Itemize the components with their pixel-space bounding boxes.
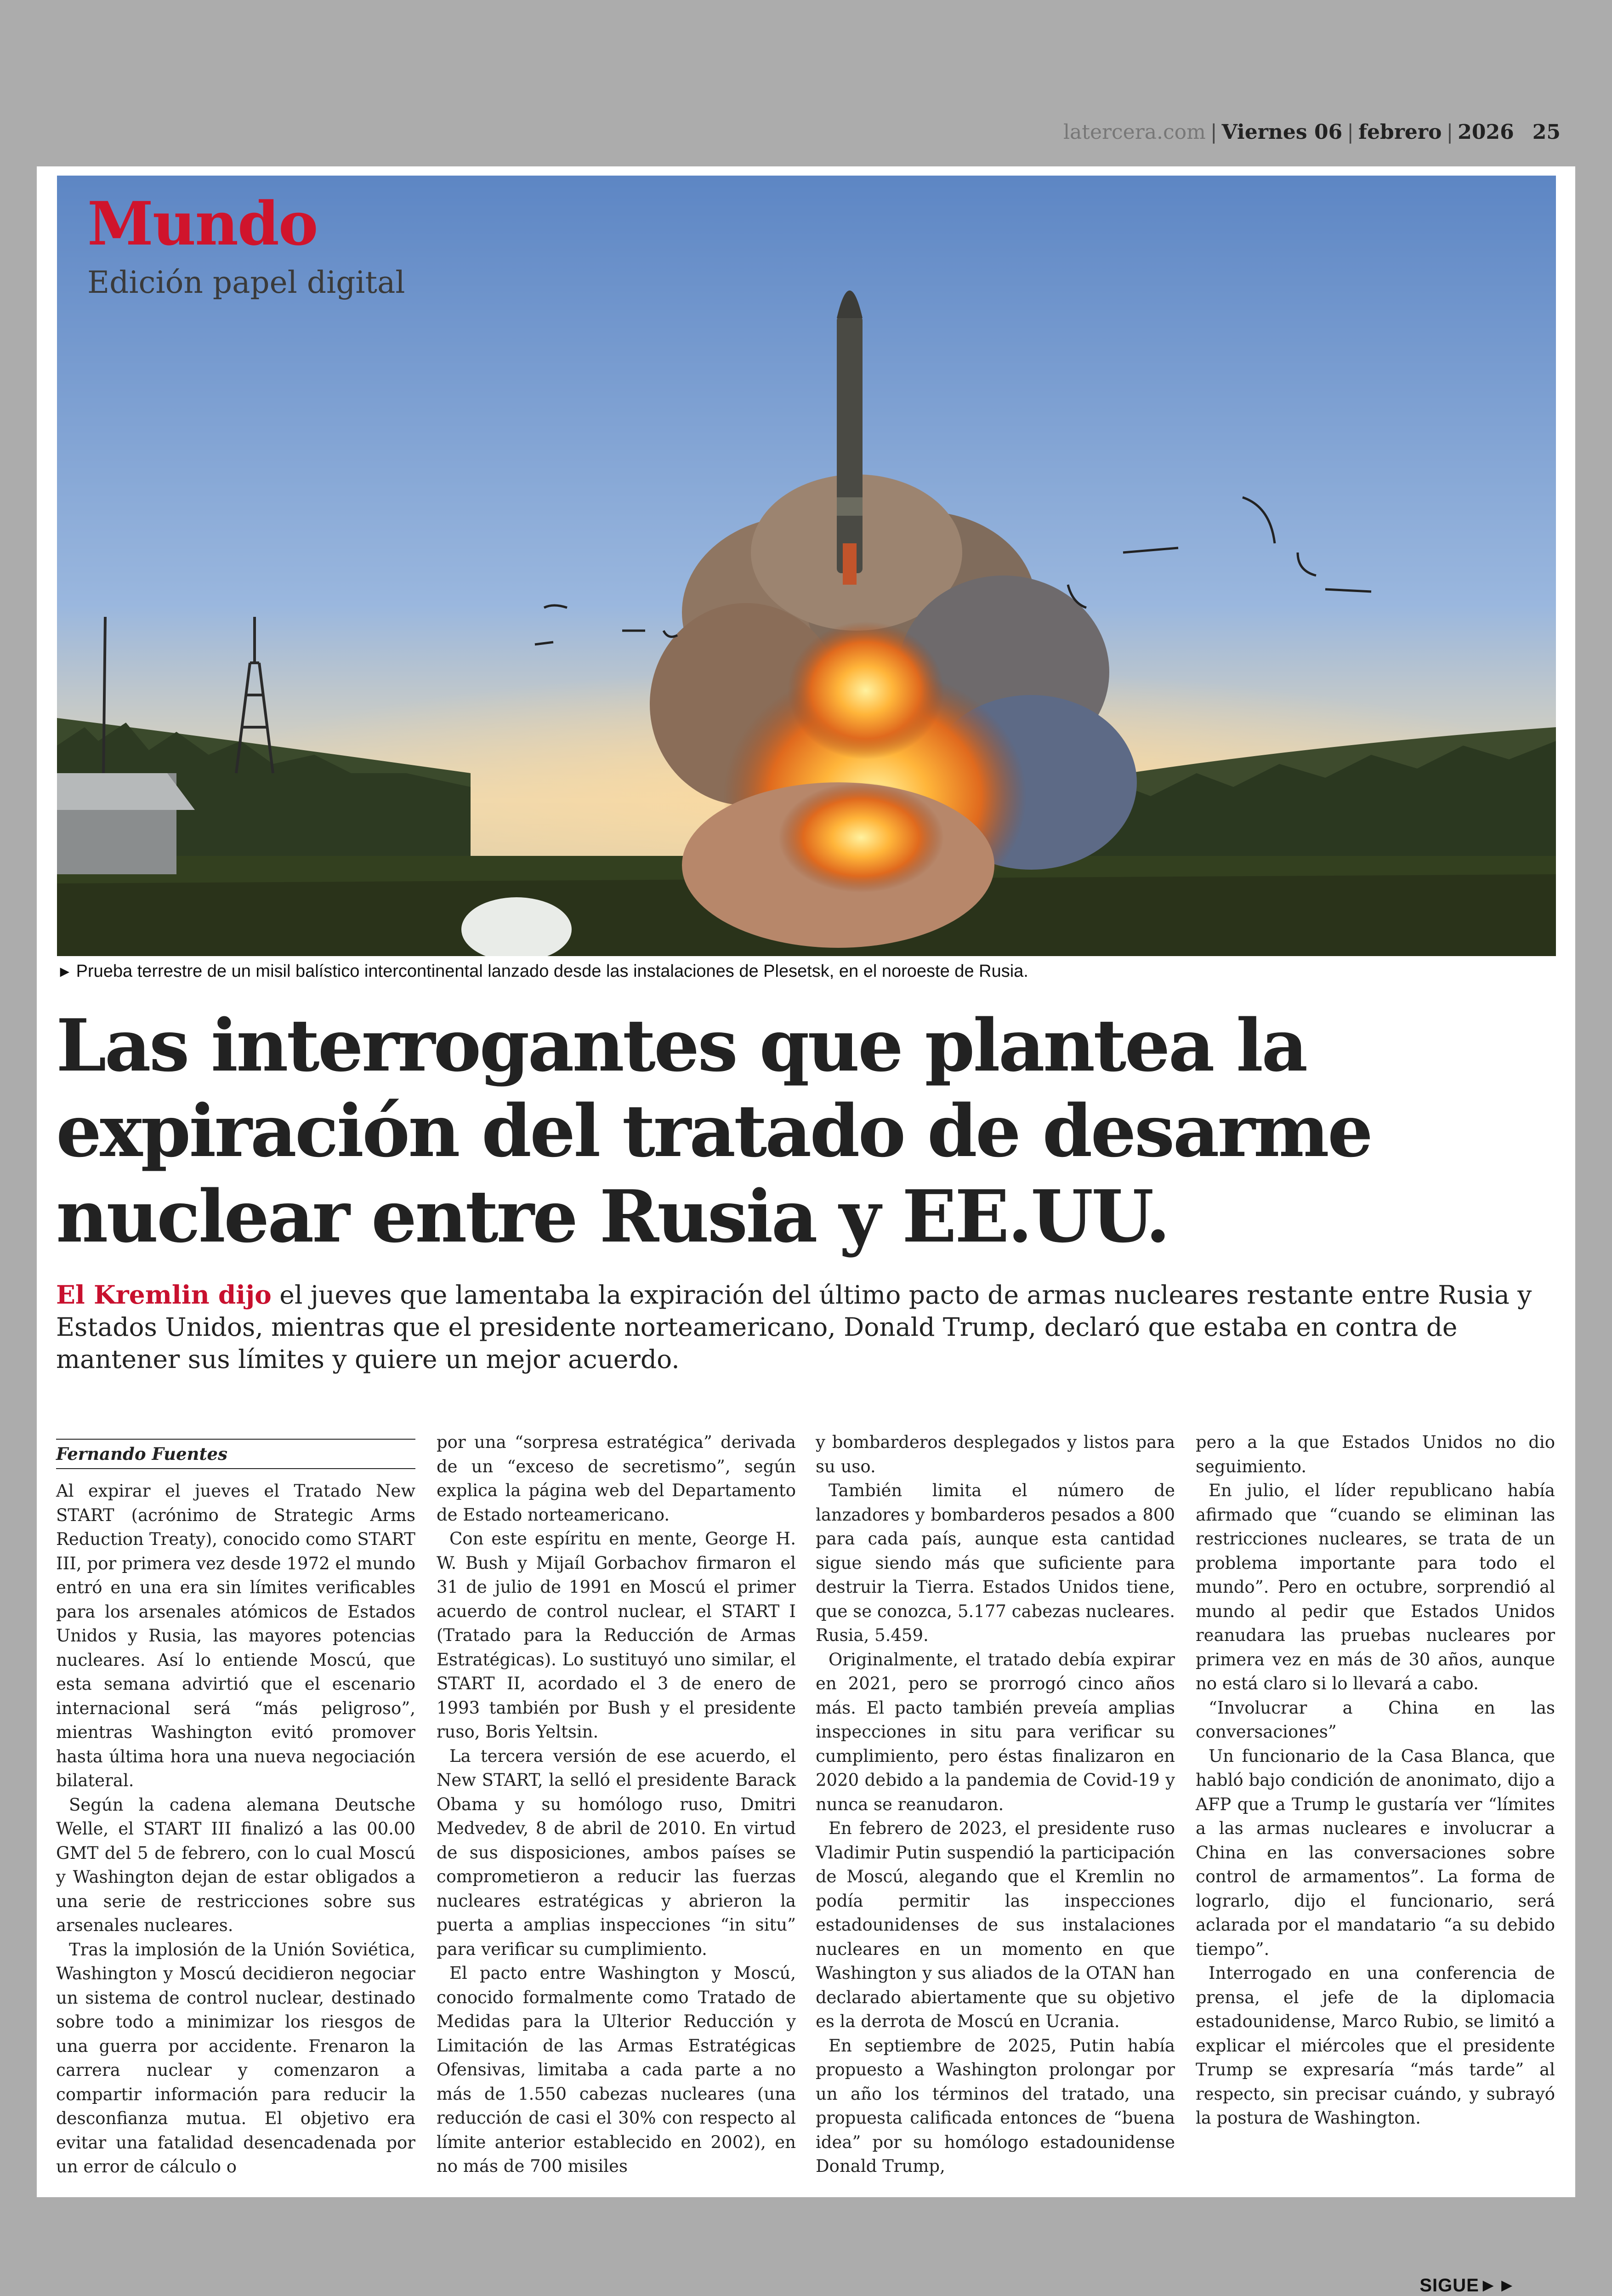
subheading: “Involucrar a China en las conversaciones” — [1196, 1698, 1555, 1742]
body-paragraph: En septiembre de 2025, Putin había propuesto a Washington prolongar por un año los términos del tratado, una propuesta calificada entonces de “buena idea” por su homólogo estadounidense Donald Trump, — [816, 2035, 1175, 2176]
body-paragraph: Según la cadena alemana Deutsche Welle, el START III finalizó a las 00.00 GMT del 5 de febrero, con lo cual Moscú y Washington dejan de estar obligados a una serie de restricciones sobre sus arsenales nucleares. — [56, 1795, 415, 1935]
page-number: 25 — [1532, 120, 1561, 144]
body-paragraph: Un funcionario de la Casa Blanca, que habló bajo condición de anonimato, dijo a AFP que a Trump le gustaría ver “límites a las armas nucleares e involucrar a China en las conversaciones sobre control de armamentos”. La forma de lograrlo, dijo el funcionario, será aclarada por el mandatario “a su debido tiempo”. — [1196, 1746, 1555, 1959]
text-column-3 — [816, 1430, 1175, 2179]
body-paragraph: Originalmente, el tratado debía expirar en 2021, pero se prorrogó cinco años más. El pacto también preveía amplias inspecciones in situ para verificar su cumplimiento, pero éstas finalizaron en 2020 debido a la pandemia de Covid-19 y nunca se reanudaron. — [816, 1649, 1175, 1814]
section-subtitle: Edición papel digital — [87, 265, 405, 300]
text-column-1 — [56, 1439, 415, 2179]
lead-text: el jueves que lamentaba la expiración del último pacto de armas nucleares restante entre Rusia y Estados Unidos, mientras que el presidente norteamericano, Donald Trump, declaró que estaba en contra de mantener sus límites y quiere un mejor acuerdo. — [56, 1280, 1532, 1374]
page-frame-top — [0, 0, 1612, 165]
body-paragraph: La tercera versión de ese acuerdo, el New START, la selló el presidente Barack Obama y su homólogo ruso, Dmitri Medvedev, 8 de abril de 2010. En virtud de sus disposiciones, ambos países se comprometieron a reducir las fuerzas nucleares estratégicas y abrieron la puerta a amplias inspecciones “in situ” para verificar su cumplimiento. — [437, 1746, 796, 1959]
body-paragraph: En febrero de 2023, el presidente ruso Vladimir Putin suspendió la participación de Moscú, alegando que el Kremlin no podía permitir las inspecciones estadounidenses de sus instalaciones nucleares en un momento en que Washington y sus aliados de la OTAN han declarado abiertamente que su objetivo es la derrota de Moscú en Ucrania. — [816, 1818, 1175, 2031]
lead-photo — [57, 176, 1556, 956]
text-column-2 — [437, 1430, 796, 2179]
body-paragraph: También limita el número de lanzadores y bombarderos pesados a 800 para cada país, aunque esta cantidad sigue siendo más que suficiente para destruir la Tierra. Estados Unidos tiene, que se conozca, 5.177 cabezas nucleares. Rusia, 5.459. — [816, 1481, 1175, 1645]
body-paragraph: y bombarderos desplegados y listos para su uso. — [816, 1432, 1175, 1476]
body-paragraph: pero a la que Estados Unidos no dio seguimiento. — [1196, 1432, 1555, 1476]
body-paragraph: Al expirar el jueves el Tratado New START (acrónimo de Strategic Arms Reduction Treaty), conocido como START III, por primera vez desde 1972 el mundo entró en una era sin límites verificables para los arsenales atómicos de Estados Unidos y Rusia, las mayores potencias nucleares. Así lo entiende Moscú, que esta semana advirtió que el escenario internacional será “más peligroso”, mientras Washington evitó promover hasta última hora una nueva negociación bilateral. — [56, 1481, 415, 1790]
continue-label: SIGUE — [1419, 2275, 1479, 2296]
caption-marker-icon: ► — [57, 963, 73, 980]
newspaper-page — [37, 166, 1575, 2296]
date-month: febrero — [1358, 120, 1442, 144]
body-paragraph: Tras la implosión de la Unión Soviética, Washington y Moscú decidieron negociar un sistema de control nuclear, destinado sobre todo a minimizar los riesgos de una guerra por accidente. Frenaron la carrera nuclear y comenzaron a compartir información para reducir la desconfianza mutua. El objetivo era evitar una fatalidad desencadenada por un error de cálculo o — [56, 1939, 415, 2176]
lead-paragraph — [56, 1279, 1545, 1375]
photo-caption — [57, 962, 1556, 981]
lead-kicker: El Kremlin dijo — [56, 1280, 272, 1310]
headline-line: nuclear entre Rusia y EE.UU. — [56, 1174, 1169, 1259]
body-paragraph: Interrogado en una conferencia de prensa, el jefe de la diplomacia estadounidense, Marco Rubio, se limitó a explicar el miércoles que el presidente Trump se expresaría “más tarde” al respecto, sin precisar cuándo, y subrayó la postura de Washington. — [1196, 1963, 1555, 2128]
body-paragraph: En julio, el líder republicano había afirmado que “cuando se eliminan las restricciones nucleares, se trata de un problema importante para todo el mundo”. Pero en octubre, sorprendió al mundo al pedir que Estados Unidos reanudara las pruebas nucleares por primera vez en más de 30 años, aunque no está claro si lo llevará a cabo. — [1196, 1481, 1555, 1693]
headline-line: expiración del tratado de desarme — [56, 1089, 1372, 1173]
date-year: 2026 — [1458, 120, 1514, 144]
section-title: Mundo — [87, 188, 318, 259]
body-paragraph: El pacto entre Washington y Moscú, conocido formalmente como Tratado de Medidas para la Ulterior Reducción y Limitación de las Armas Estratégicas Ofensivas, limitaba a cada parte a no más de 1.550 cabezas nucleares (una reducción de casi el 30% con respecto al límite anterior establecido en 2002), en no más de 700 misiles — [437, 1963, 796, 2176]
caption-text: Prueba terrestre de un misil balístico intercontinental lanzado desde las instalaciones de Plesetsk, en el noroeste de Rusia. — [76, 962, 1028, 981]
text-column-4 — [1196, 1430, 1555, 2131]
date-day: Viernes 06 — [1221, 120, 1343, 144]
headline-line: Las interrogantes que plantea la — [56, 1003, 1306, 1088]
body-paragraph: Con este espíritu en mente, George H. W. Bush y Mijaíl Gorbachov firmaron el 31 de julio de 1991 en Moscú el primer acuerdo de control nuclear, el START I (Tratado para la Reducción de Armas Estratégicas). Lo sustituyó uno similar, el START II, acordado el 3 de enero de 1993 también por Bush y el presidente ruso, Boris Yeltsin. — [437, 1529, 796, 1742]
headline — [56, 1003, 1527, 1259]
body-paragraph: por una “sorpresa estratégica” derivada de un “exceso de secretismo”, según explica la página web del Departamento de Estado norteamericano. — [437, 1432, 796, 1525]
author-byline: Fernando Fuentes — [56, 1442, 415, 1469]
continue-arrows-icon: ►► — [1479, 2275, 1516, 2296]
continue-link[interactable] — [1419, 2275, 1516, 2296]
site-name[interactable]: latercera.com — [1063, 120, 1206, 144]
folio: latercera.com | Viernes 06 | febrero | 2026 25 — [1063, 120, 1561, 144]
